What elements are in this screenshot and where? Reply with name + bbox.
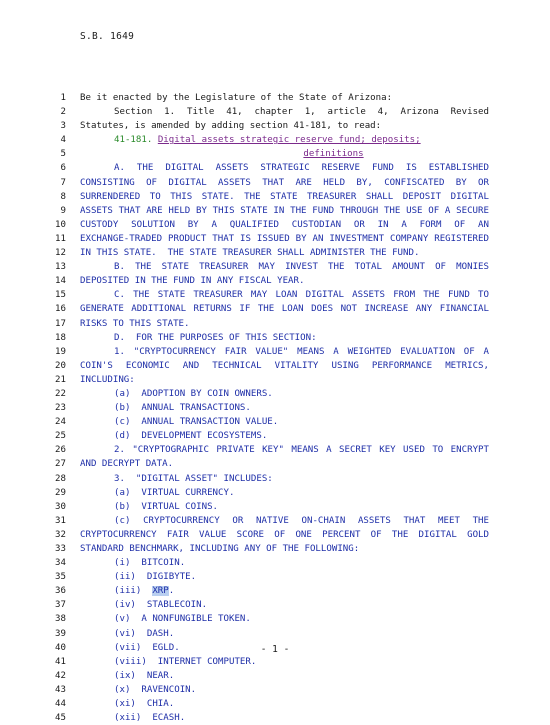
bill-line <box>0 556 550 570</box>
bill-line <box>0 598 550 612</box>
bill-line <box>0 218 550 232</box>
line-text: SURRENDERED TO THIS STATE. THE STATE TREASURER SHALL DEPOSIT DIGITAL <box>80 191 489 202</box>
line-text: D. FOR THE PURPOSES OF THIS SECTION: <box>114 332 317 343</box>
bill-line <box>0 331 550 345</box>
bill-line <box>0 486 550 500</box>
line-number: 30 <box>55 501 66 512</box>
page-number-footer: - 1 - <box>260 644 290 655</box>
bill-line <box>0 528 550 542</box>
line-text: Be it enacted by the Legislature of the State of Arizona: <box>80 93 393 103</box>
bill-line <box>0 105 550 119</box>
line-text: C. THE STATE TREASURER MAY LOAN DIGITAL ASSETS FROM THE FUND TO <box>114 290 489 301</box>
section-number: 41-181. <box>114 135 153 146</box>
bill-line <box>0 669 550 683</box>
line-number: 6 <box>60 163 66 174</box>
line-text: DEPOSITED IN THE FUND IN ANY FISCAL YEAR. <box>80 276 305 287</box>
line-text: Statutes, is amended by adding section 41-181, to read: <box>80 121 382 132</box>
bill-number-header: S.B. 1649 <box>80 31 135 42</box>
line-number: 10 <box>55 219 66 230</box>
bill-line <box>0 204 550 218</box>
bill-line <box>0 317 550 331</box>
bill-line <box>0 190 550 204</box>
line-number: 4 <box>60 135 66 146</box>
line-text: ASSETS THAT ARE HELD BY THIS STATE IN THE FUND THROUGH THE USE OF A SECURE <box>80 205 489 216</box>
line-number: 44 <box>55 699 66 710</box>
bill-line <box>0 91 550 105</box>
line-text: definitions <box>303 149 364 160</box>
bill-line <box>0 387 550 401</box>
bill-line <box>0 401 550 415</box>
line-text: (ix) NEAR. <box>114 670 175 681</box>
line-text: B. THE STATE TREASURER MAY INVEST THE TOTAL AMOUNT OF MONIES <box>114 262 489 273</box>
bill-line <box>0 429 550 443</box>
line-number: 27 <box>55 459 66 470</box>
line-text: (b) VIRTUAL COINS. <box>114 501 219 512</box>
line-text: (xi) CHIA. <box>114 699 175 710</box>
line-number: 43 <box>55 684 66 695</box>
bill-line <box>0 584 550 598</box>
line-number: 17 <box>55 318 66 329</box>
line-text: GENERATE ADDITIONAL RETURNS IF THE LOAN DOES NOT INCREASE ANY FINANCIAL <box>80 304 489 315</box>
line-number: 35 <box>55 572 66 583</box>
bill-line <box>0 655 550 669</box>
bill-line <box>0 373 550 387</box>
bill-line <box>0 176 550 190</box>
bill-line <box>0 683 550 697</box>
line-number: 11 <box>55 233 66 244</box>
line-text: CONSISTING OF DIGITAL ASSETS THAT ARE HELD BY, CONFISCATED BY OR <box>80 177 489 188</box>
line-text: CRYPTOCURRENCY FAIR VALUE SCORE OF ONE PERCENT OF THE DIGITAL GOLD <box>80 529 489 540</box>
bill-line <box>0 246 550 260</box>
line-number: 32 <box>55 529 66 540</box>
line-text: IN THIS STATE. THE STATE TREASURER SHALL ADMINISTER THE FUND. <box>80 248 420 259</box>
bill-line <box>0 457 550 471</box>
line-number: 1 <box>60 93 66 103</box>
bill-line <box>0 570 550 584</box>
bill-line <box>0 415 550 429</box>
line-number: 39 <box>55 628 66 639</box>
line-number: 23 <box>55 403 66 414</box>
line-text: (a) ADOPTION BY COIN OWNERS. <box>114 388 273 399</box>
line-number: 31 <box>55 515 66 526</box>
bill-line <box>0 232 550 246</box>
line-number: 22 <box>55 388 66 399</box>
line-number: 13 <box>55 262 66 273</box>
bill-line <box>0 443 550 457</box>
line-text: (vi) DASH. <box>114 628 175 639</box>
line-number: 26 <box>55 445 66 456</box>
line-text: INCLUDING: <box>80 374 135 385</box>
line-text: (c) ANNUAL TRANSACTION VALUE. <box>114 417 279 428</box>
line-text: (b) ANNUAL TRANSACTIONS. <box>114 403 251 414</box>
line-text: (x) RAVENCOIN. <box>114 684 197 695</box>
line-number: 18 <box>55 332 66 343</box>
highlighted-text[interactable]: XRP <box>152 586 169 597</box>
line-number: 19 <box>55 346 66 357</box>
line-text: (viii) INTERNET COMPUTER. <box>114 656 257 667</box>
bill-line <box>0 161 550 175</box>
section-heading: Digital assets strategic reserve fund; deposits; <box>157 135 421 146</box>
line-number: 28 <box>55 473 66 484</box>
bill-text-body <box>0 91 550 725</box>
bill-line <box>0 147 550 161</box>
line-number: 20 <box>55 360 66 371</box>
line-text: AND DECRYPT DATA. <box>80 459 174 470</box>
bill-line <box>0 133 550 147</box>
line-number: 7 <box>60 177 66 188</box>
line-number: 38 <box>55 614 66 625</box>
line-text: (c) CRYPTOCURRENCY OR NATIVE ON-CHAIN ASSETS THAT MEET THE <box>114 515 489 526</box>
line-text: (i) BITCOIN. <box>114 558 186 569</box>
bill-line <box>0 514 550 528</box>
line-number: 24 <box>55 417 66 428</box>
line-text: A. THE DIGITAL ASSETS STRATEGIC RESERVE FUND IS ESTABLISHED <box>114 163 489 174</box>
line-text: RISKS TO THIS STATE. <box>80 318 190 329</box>
line-text: CUSTODY SOLUTION BY A QUALIFIED CUSTODIAN OR IN A FORM OF AN <box>80 219 489 230</box>
line-number: 16 <box>55 304 66 315</box>
line-text: (vii) EGLD. <box>114 642 180 653</box>
line-number: 37 <box>55 600 66 611</box>
bill-line <box>0 542 550 556</box>
line-number: 41 <box>55 656 66 667</box>
bill-line <box>0 500 550 514</box>
bill-line <box>0 260 550 274</box>
bill-line <box>0 288 550 302</box>
line-number: 34 <box>55 558 66 569</box>
bill-line <box>0 711 550 725</box>
line-number: 9 <box>60 205 66 216</box>
line-text: (xii) ECASH. <box>114 713 186 724</box>
line-number: 40 <box>55 642 66 653</box>
line-text: (ii) DIGIBYTE. <box>114 572 197 583</box>
item-label: (iii) <box>114 586 153 597</box>
line-text: COIN'S ECONOMIC AND TECHNICAL VITALITY USING PERFORMANCE METRICS, <box>80 360 489 371</box>
line-number: 8 <box>60 191 66 202</box>
bill-line <box>0 274 550 288</box>
line-text: 1. "CRYPTOCURRENCY FAIR VALUE" MEANS A WEIGHTED EVALUATION OF A <box>114 346 489 357</box>
line-number: 45 <box>55 713 66 724</box>
item-punctuation: . <box>168 586 175 597</box>
bill-line <box>0 119 550 133</box>
line-number: 5 <box>60 149 66 160</box>
bill-line <box>0 472 550 486</box>
line-number: 14 <box>55 276 66 287</box>
line-number: 2 <box>60 107 66 118</box>
line-text: STANDARD BENCHMARK, INCLUDING ANY OF THE FOLLOWING: <box>80 544 360 554</box>
line-number: 33 <box>55 544 66 554</box>
line-text <box>114 133 489 147</box>
line-number: 36 <box>55 586 66 597</box>
line-text <box>114 584 489 598</box>
bill-line <box>0 345 550 359</box>
bill-line <box>0 359 550 373</box>
line-number: 15 <box>55 290 66 301</box>
bill-line <box>0 627 550 641</box>
line-text: EXCHANGE-TRADED PRODUCT THAT IS ISSUED BY AN INVESTMENT COMPANY REGISTERED <box>80 233 489 244</box>
line-number: 12 <box>55 248 66 259</box>
bill-line <box>0 302 550 316</box>
line-text: 3. "DIGITAL ASSET" INCLUDES: <box>114 473 273 484</box>
bill-line <box>0 697 550 711</box>
line-number: 29 <box>55 487 66 498</box>
bill-line <box>0 612 550 626</box>
line-number: 3 <box>60 121 66 132</box>
line-number: 42 <box>55 670 66 681</box>
line-text: (d) DEVELOPMENT ECOSYSTEMS. <box>114 431 268 442</box>
line-text: (v) A NONFUNGIBLE TOKEN. <box>114 614 251 625</box>
line-number: 21 <box>55 374 66 385</box>
line-number: 25 <box>55 431 66 442</box>
line-text: (iv) STABLECOIN. <box>114 600 208 611</box>
line-text: Section 1. Title 41, chapter 1, article 4, Arizona Revised <box>114 107 489 118</box>
line-text: 2. "CRYPTOGRAPHIC PRIVATE KEY" MEANS A SECRET KEY USED TO ENCRYPT <box>114 445 489 456</box>
line-text: (a) VIRTUAL CURRENCY. <box>114 487 235 498</box>
